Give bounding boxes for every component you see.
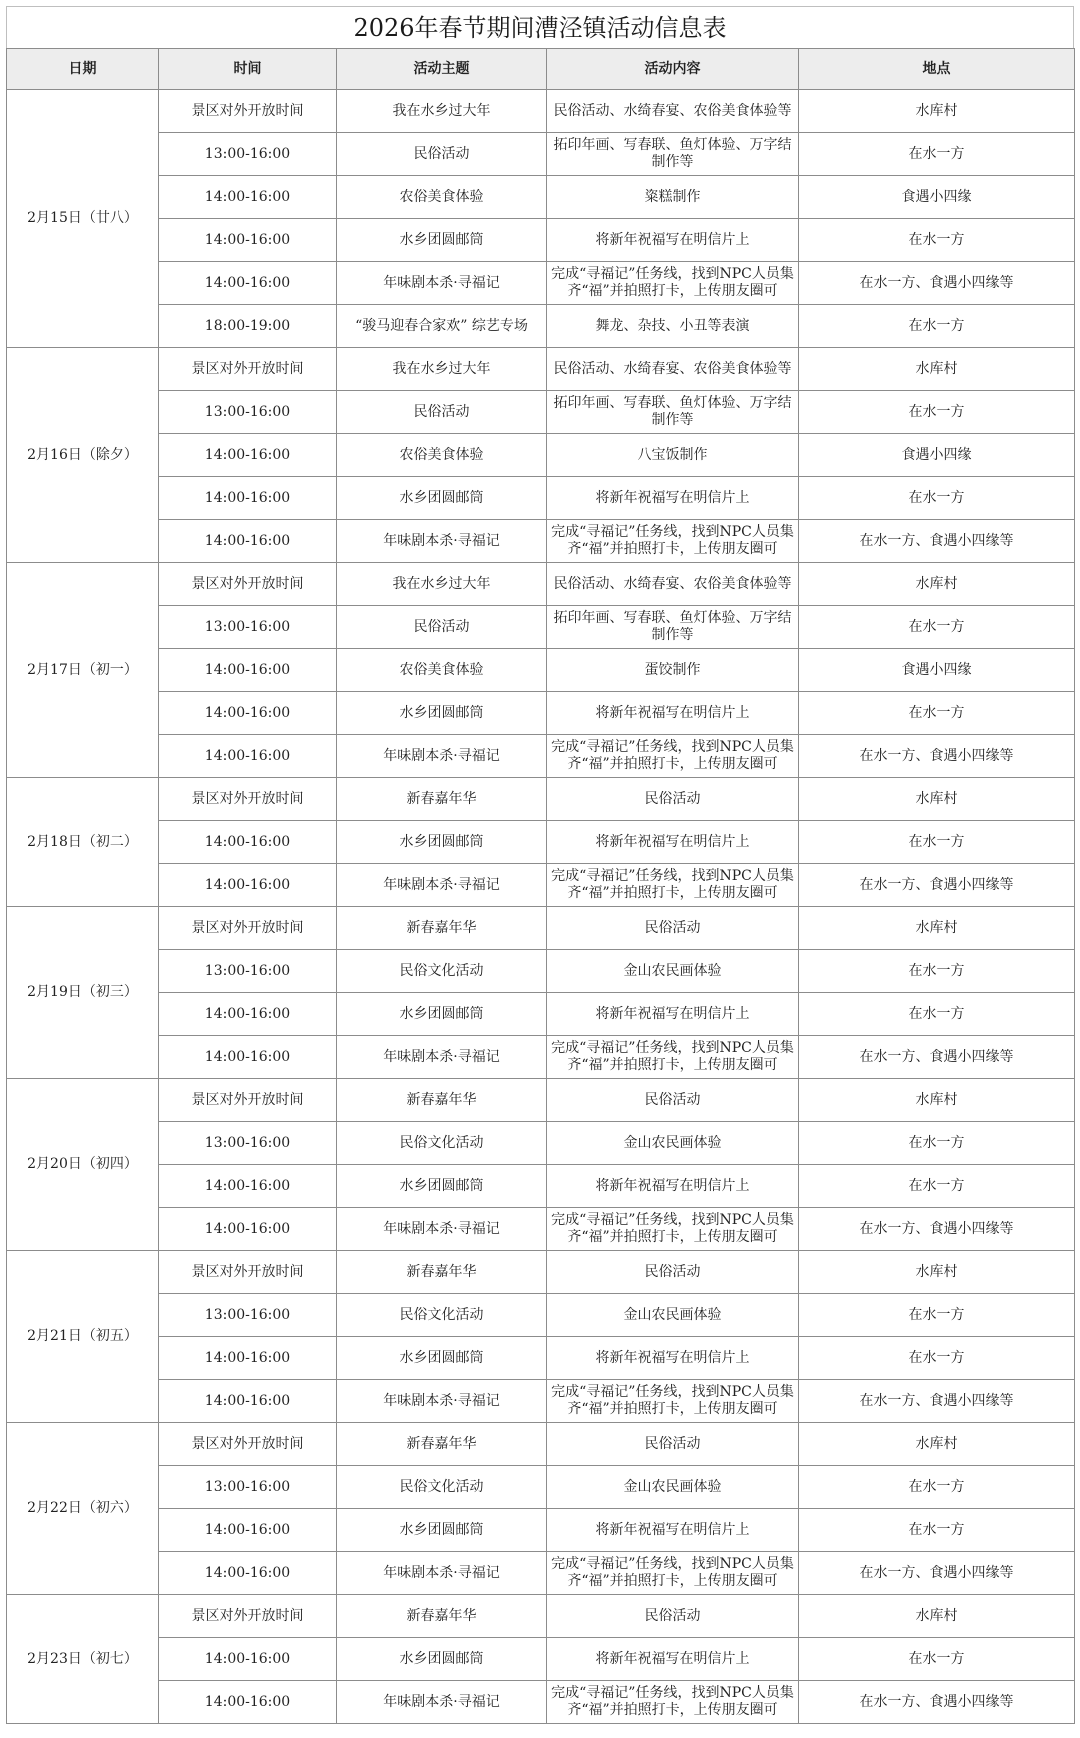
sheet-title: 2026年春节期间漕泾镇活动信息表: [6, 6, 1074, 48]
content-cell: 金山农民画体验: [547, 1122, 799, 1165]
place-cell: 水库村: [799, 1423, 1075, 1466]
place-cell: 在水一方: [799, 1337, 1075, 1380]
date-cell: 2月23日（初七）: [7, 1595, 159, 1724]
place-cell: 在水一方: [799, 1122, 1075, 1165]
table-row: [7, 348, 1075, 391]
time-cell: 14:00-16:00: [159, 1509, 337, 1552]
date-cell: 2月18日（初二）: [7, 778, 159, 907]
table-row: [7, 950, 1075, 993]
content-cell: 完成“寻福记”任务线，找到NPC人员集齐“福”并拍照打卡，上传朋友圈可: [547, 1380, 799, 1423]
table-row: [7, 219, 1075, 262]
theme-cell: 民俗文化活动: [337, 1294, 547, 1337]
place-cell: 在水一方: [799, 1294, 1075, 1337]
time-cell: 13:00-16:00: [159, 391, 337, 434]
theme-cell: 农俗美食体验: [337, 434, 547, 477]
time-cell: 14:00-16:00: [159, 864, 337, 907]
place-cell: 在水一方: [799, 1466, 1075, 1509]
place-cell: 在水一方: [799, 305, 1075, 348]
theme-cell: 水乡团圆邮筒: [337, 692, 547, 735]
theme-cell: 年味剧本杀·寻福记: [337, 1552, 547, 1595]
table-row: [7, 1681, 1075, 1724]
time-cell: 景区对外开放时间: [159, 1251, 337, 1294]
table-row: [7, 477, 1075, 520]
time-cell: 14:00-16:00: [159, 219, 337, 262]
table-row: [7, 1208, 1075, 1251]
content-cell: 将新年祝福写在明信片上: [547, 993, 799, 1036]
content-cell: 民俗活动: [547, 907, 799, 950]
time-cell: 景区对外开放时间: [159, 907, 337, 950]
theme-cell: 年味剧本杀·寻福记: [337, 1380, 547, 1423]
content-cell: 将新年祝福写在明信片上: [547, 692, 799, 735]
time-cell: 14:00-16:00: [159, 1337, 337, 1380]
theme-cell: 新春嘉年华: [337, 1595, 547, 1638]
table-row: [7, 778, 1075, 821]
content-cell: 民俗活动、水绮春宴、农俗美食体验等: [547, 90, 799, 133]
theme-cell: “骏马迎春合家欢” 综艺专场: [337, 305, 547, 348]
content-cell: 完成“寻福记”任务线，找到NPC人员集齐“福”并拍照打卡，上传朋友圈可: [547, 864, 799, 907]
place-cell: 在水一方、食遇小四缘等: [799, 1208, 1075, 1251]
place-cell: 水库村: [799, 907, 1075, 950]
theme-cell: 水乡团圆邮筒: [337, 1165, 547, 1208]
activity-sheet: [6, 6, 1074, 1724]
place-cell: 水库村: [799, 1251, 1075, 1294]
table-row: [7, 1036, 1075, 1079]
header-place: 地点: [799, 49, 1075, 90]
place-cell: 水库村: [799, 1595, 1075, 1638]
table-row: [7, 1423, 1075, 1466]
date-cell: 2月19日（初三）: [7, 907, 159, 1079]
content-cell: 八宝饭制作: [547, 434, 799, 477]
content-cell: 舞龙、杂技、小丑等表演: [547, 305, 799, 348]
time-cell: 景区对外开放时间: [159, 348, 337, 391]
place-cell: 在水一方: [799, 993, 1075, 1036]
place-cell: 在水一方: [799, 821, 1075, 864]
place-cell: 在水一方、食遇小四缘等: [799, 1552, 1075, 1595]
place-cell: 在水一方、食遇小四缘等: [799, 1036, 1075, 1079]
time-cell: 14:00-16:00: [159, 520, 337, 563]
time-cell: 14:00-16:00: [159, 262, 337, 305]
content-cell: 完成“寻福记”任务线，找到NPC人员集齐“福”并拍照打卡，上传朋友圈可: [547, 1681, 799, 1724]
content-cell: 民俗活动、水绮春宴、农俗美食体验等: [547, 563, 799, 606]
theme-cell: 我在水乡过大年: [337, 348, 547, 391]
place-cell: 在水一方、食遇小四缘等: [799, 262, 1075, 305]
table-row: [7, 1638, 1075, 1681]
table-row: [7, 692, 1075, 735]
table-row: [7, 606, 1075, 649]
theme-cell: 民俗活动: [337, 391, 547, 434]
table-row: [7, 1165, 1075, 1208]
time-cell: 14:00-16:00: [159, 692, 337, 735]
content-cell: 完成“寻福记”任务线，找到NPC人员集齐“福”并拍照打卡，上传朋友圈可: [547, 1208, 799, 1251]
content-cell: 民俗活动: [547, 1423, 799, 1466]
date-cell: 2月20日（初四）: [7, 1079, 159, 1251]
theme-cell: 民俗活动: [337, 606, 547, 649]
time-cell: 14:00-16:00: [159, 1552, 337, 1595]
table-row: [7, 735, 1075, 778]
theme-cell: 年味剧本杀·寻福记: [337, 520, 547, 563]
place-cell: 在水一方、食遇小四缘等: [799, 1681, 1075, 1724]
time-cell: 13:00-16:00: [159, 1466, 337, 1509]
time-cell: 景区对外开放时间: [159, 563, 337, 606]
theme-cell: 民俗文化活动: [337, 1466, 547, 1509]
table-row: [7, 133, 1075, 176]
table-row: [7, 1122, 1075, 1165]
content-cell: 民俗活动: [547, 778, 799, 821]
date-cell: 2月21日（初五）: [7, 1251, 159, 1423]
content-cell: 将新年祝福写在明信片上: [547, 1337, 799, 1380]
theme-cell: 年味剧本杀·寻福记: [337, 1208, 547, 1251]
time-cell: 景区对外开放时间: [159, 1423, 337, 1466]
content-cell: 将新年祝福写在明信片上: [547, 1165, 799, 1208]
theme-cell: 民俗文化活动: [337, 1122, 547, 1165]
theme-cell: 新春嘉年华: [337, 1251, 547, 1294]
content-cell: 完成“寻福记”任务线，找到NPC人员集齐“福”并拍照打卡，上传朋友圈可: [547, 520, 799, 563]
content-cell: 完成“寻福记”任务线，找到NPC人员集齐“福”并拍照打卡，上传朋友圈可: [547, 1552, 799, 1595]
theme-cell: 民俗活动: [337, 133, 547, 176]
place-cell: 在水一方: [799, 950, 1075, 993]
table-row: [7, 1337, 1075, 1380]
place-cell: 在水一方、食遇小四缘等: [799, 1380, 1075, 1423]
theme-cell: 水乡团圆邮筒: [337, 1337, 547, 1380]
time-cell: 13:00-16:00: [159, 133, 337, 176]
time-cell: 14:00-16:00: [159, 176, 337, 219]
table-row: [7, 907, 1075, 950]
table-row: [7, 305, 1075, 348]
place-cell: 在水一方、食遇小四缘等: [799, 735, 1075, 778]
table-row: [7, 434, 1075, 477]
theme-cell: 我在水乡过大年: [337, 90, 547, 133]
content-cell: 将新年祝福写在明信片上: [547, 821, 799, 864]
time-cell: 14:00-16:00: [159, 1380, 337, 1423]
table-row: [7, 864, 1075, 907]
place-cell: 在水一方: [799, 1509, 1075, 1552]
content-cell: 金山农民画体验: [547, 1466, 799, 1509]
content-cell: 民俗活动、水绮春宴、农俗美食体验等: [547, 348, 799, 391]
theme-cell: 年味剧本杀·寻福记: [337, 1681, 547, 1724]
place-cell: 在水一方: [799, 606, 1075, 649]
time-cell: 14:00-16:00: [159, 1036, 337, 1079]
table-row: [7, 563, 1075, 606]
table-row: [7, 1380, 1075, 1423]
date-cell: 2月17日（初一）: [7, 563, 159, 778]
time-cell: 14:00-16:00: [159, 993, 337, 1036]
table-row: [7, 1509, 1075, 1552]
time-cell: 14:00-16:00: [159, 821, 337, 864]
content-cell: 拓印年画、写春联、鱼灯体验、万字结制作等: [547, 391, 799, 434]
table-row: [7, 520, 1075, 563]
theme-cell: 新春嘉年华: [337, 1079, 547, 1122]
place-cell: 在水一方: [799, 391, 1075, 434]
time-cell: 景区对外开放时间: [159, 90, 337, 133]
content-cell: 拓印年画、写春联、鱼灯体验、万字结制作等: [547, 133, 799, 176]
content-cell: 完成“寻福记”任务线，找到NPC人员集齐“福”并拍照打卡，上传朋友圈可: [547, 1036, 799, 1079]
table-row: [7, 1595, 1075, 1638]
table-row: [7, 391, 1075, 434]
time-cell: 14:00-16:00: [159, 1681, 337, 1724]
content-cell: 民俗活动: [547, 1595, 799, 1638]
place-cell: 在水一方、食遇小四缘等: [799, 864, 1075, 907]
table-row: [7, 993, 1075, 1036]
place-cell: 食遇小四缘: [799, 434, 1075, 477]
place-cell: 在水一方: [799, 1165, 1075, 1208]
header-time: 时间: [159, 49, 337, 90]
header-content: 活动内容: [547, 49, 799, 90]
place-cell: 水库村: [799, 1079, 1075, 1122]
theme-cell: 农俗美食体验: [337, 649, 547, 692]
theme-cell: 水乡团圆邮筒: [337, 1509, 547, 1552]
theme-cell: 年味剧本杀·寻福记: [337, 262, 547, 305]
time-cell: 13:00-16:00: [159, 1122, 337, 1165]
place-cell: 在水一方: [799, 1638, 1075, 1681]
header-theme: 活动主题: [337, 49, 547, 90]
place-cell: 水库村: [799, 90, 1075, 133]
time-cell: 14:00-16:00: [159, 1165, 337, 1208]
time-cell: 13:00-16:00: [159, 950, 337, 993]
theme-cell: 我在水乡过大年: [337, 563, 547, 606]
table-row: [7, 262, 1075, 305]
place-cell: 水库村: [799, 563, 1075, 606]
table-row: [7, 1294, 1075, 1337]
theme-cell: 水乡团圆邮筒: [337, 993, 547, 1036]
time-cell: 景区对外开放时间: [159, 778, 337, 821]
place-cell: 在水一方: [799, 133, 1075, 176]
content-cell: 粢糕制作: [547, 176, 799, 219]
content-cell: 将新年祝福写在明信片上: [547, 219, 799, 262]
date-cell: 2月15日（廿八）: [7, 90, 159, 348]
content-cell: 民俗活动: [547, 1079, 799, 1122]
theme-cell: 新春嘉年华: [337, 907, 547, 950]
theme-cell: 水乡团圆邮筒: [337, 219, 547, 262]
time-cell: 14:00-16:00: [159, 1208, 337, 1251]
theme-cell: 年味剧本杀·寻福记: [337, 735, 547, 778]
place-cell: 在水一方: [799, 219, 1075, 262]
content-cell: 拓印年画、写春联、鱼灯体验、万字结制作等: [547, 606, 799, 649]
theme-cell: 年味剧本杀·寻福记: [337, 1036, 547, 1079]
theme-cell: 新春嘉年华: [337, 778, 547, 821]
theme-cell: 年味剧本杀·寻福记: [337, 864, 547, 907]
theme-cell: 新春嘉年华: [337, 1423, 547, 1466]
theme-cell: 水乡团圆邮筒: [337, 1638, 547, 1681]
table-row: [7, 1466, 1075, 1509]
place-cell: 食遇小四缘: [799, 649, 1075, 692]
theme-cell: 民俗文化活动: [337, 950, 547, 993]
time-cell: 14:00-16:00: [159, 735, 337, 778]
content-cell: 完成“寻福记”任务线，找到NPC人员集齐“福”并拍照打卡，上传朋友圈可: [547, 735, 799, 778]
time-cell: 14:00-16:00: [159, 477, 337, 520]
table-row: [7, 176, 1075, 219]
content-cell: 民俗活动: [547, 1251, 799, 1294]
content-cell: 金山农民画体验: [547, 1294, 799, 1337]
date-cell: 2月22日（初六）: [7, 1423, 159, 1595]
time-cell: 14:00-16:00: [159, 434, 337, 477]
time-cell: 13:00-16:00: [159, 606, 337, 649]
theme-cell: 水乡团圆邮筒: [337, 821, 547, 864]
theme-cell: 农俗美食体验: [337, 176, 547, 219]
date-cell: 2月16日（除夕）: [7, 348, 159, 563]
table-row: [7, 1552, 1075, 1595]
content-cell: 金山农民画体验: [547, 950, 799, 993]
table-body: [7, 90, 1075, 1724]
header-date: 日期: [7, 49, 159, 90]
theme-cell: 水乡团圆邮筒: [337, 477, 547, 520]
table-row: [7, 821, 1075, 864]
time-cell: 景区对外开放时间: [159, 1595, 337, 1638]
content-cell: 将新年祝福写在明信片上: [547, 1638, 799, 1681]
place-cell: 水库村: [799, 348, 1075, 391]
time-cell: 14:00-16:00: [159, 1638, 337, 1681]
place-cell: 在水一方: [799, 692, 1075, 735]
place-cell: 在水一方: [799, 477, 1075, 520]
content-cell: 将新年祝福写在明信片上: [547, 477, 799, 520]
time-cell: 14:00-16:00: [159, 649, 337, 692]
table-row: [7, 649, 1075, 692]
activity-table: [6, 48, 1075, 1724]
header-row: [7, 49, 1075, 90]
place-cell: 水库村: [799, 778, 1075, 821]
place-cell: 在水一方、食遇小四缘等: [799, 520, 1075, 563]
content-cell: 蛋饺制作: [547, 649, 799, 692]
time-cell: 18:00-19:00: [159, 305, 337, 348]
table-row: [7, 90, 1075, 133]
table-row: [7, 1079, 1075, 1122]
time-cell: 景区对外开放时间: [159, 1079, 337, 1122]
time-cell: 13:00-16:00: [159, 1294, 337, 1337]
content-cell: 完成“寻福记”任务线，找到NPC人员集齐“福”并拍照打卡，上传朋友圈可: [547, 262, 799, 305]
content-cell: 将新年祝福写在明信片上: [547, 1509, 799, 1552]
place-cell: 食遇小四缘: [799, 176, 1075, 219]
table-row: [7, 1251, 1075, 1294]
